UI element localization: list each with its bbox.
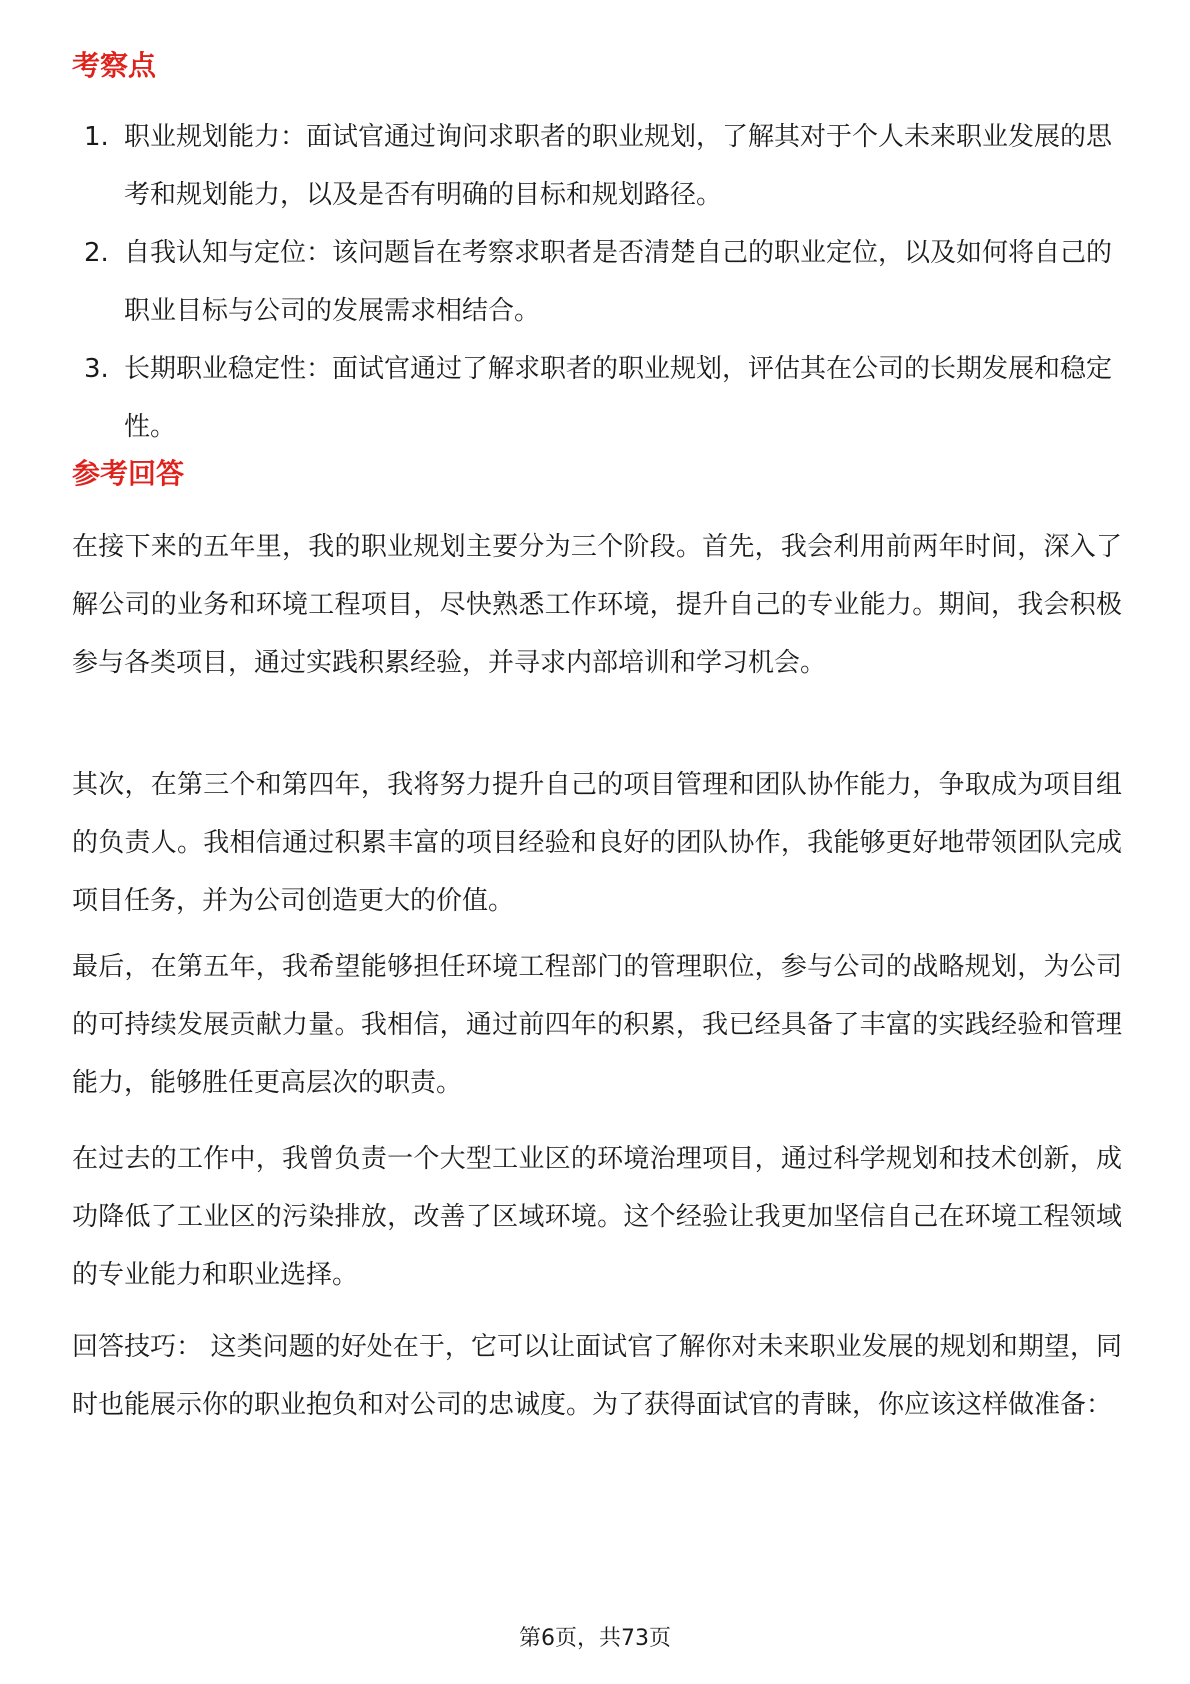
list-item-text: 长期职业稳定性：面试官通过了解求职者的职业规划，评估其在公司的长期发展和稳定性。 — [124, 354, 1113, 442]
list-number: 3. — [84, 354, 109, 384]
list-item-text: 自我认知与定位：该问题旨在考察求职者是否清楚自己的职业定位，以及如何将自己的职业目标与公司的发展需求相结合。 — [124, 238, 1113, 326]
answer-paragraph-4: 在过去的工作中，我曾负责一个大型工业区的环境治理项目，通过科学规划和技术创新，成功降低了工业区的污染排放，改善了区域环境。这个经验让我更加坚信自己在环境工程领域的专业能力和职业选择。 — [72, 1144, 1122, 1290]
page-number-footer: 第6页，共73页 — [519, 1626, 671, 1651]
answer-tips-paragraph: 回答技巧： 这类问题的好处在于，它可以让面试官了解你对未来职业发展的规划和期望，同时也能展示你的职业抱负和对公司的忠诚度。为了获得面试官的青睐，你应该这样做准备： — [72, 1332, 1122, 1420]
answer-paragraph-2: 其次，在第三个和第四年，我将努力提升自己的项目管理和团队协作能力，争取成为项目组的负责人。我相信通过积累丰富的项目经验和良好的团队协作，我能够更好地带领团队完成项目任务，并为公司创造更大的价值。 — [72, 770, 1122, 916]
exam-points-heading: 考察点 — [72, 49, 157, 82]
list-item — [84, 224, 1124, 340]
list-number: 1. — [84, 122, 109, 152]
answer-paragraph-1: 在接下来的五年里，我的职业规划主要分为三个阶段。首先，我会利用前两年时间，深入了解公司的业务和环境工程项目，尽快熟悉工作环境，提升自己的专业能力。期间，我会积极参与各类项目，通过实践积累经验，并寻求内部培训和学习机会。 — [72, 532, 1122, 678]
answer-paragraph-3: 最后，在第五年，我希望能够担任环境工程部门的管理职位，参与公司的战略规划，为公司的可持续发展贡献力量。我相信，通过前四年的积累，我已经具备了丰富的实践经验和管理能力，能够胜任更高层次的职责。 — [72, 952, 1122, 1098]
exam-points-list — [84, 108, 1124, 456]
list-item — [84, 340, 1124, 456]
reference-answer-heading: 参考回答 — [72, 457, 185, 490]
list-item — [84, 108, 1124, 224]
list-item-text: 职业规划能力：面试官通过询问求职者的职业规划，了解其对于个人未来职业发展的思考和规划能力，以及是否有明确的目标和规划路径。 — [124, 122, 1113, 210]
list-number: 2. — [84, 238, 109, 268]
